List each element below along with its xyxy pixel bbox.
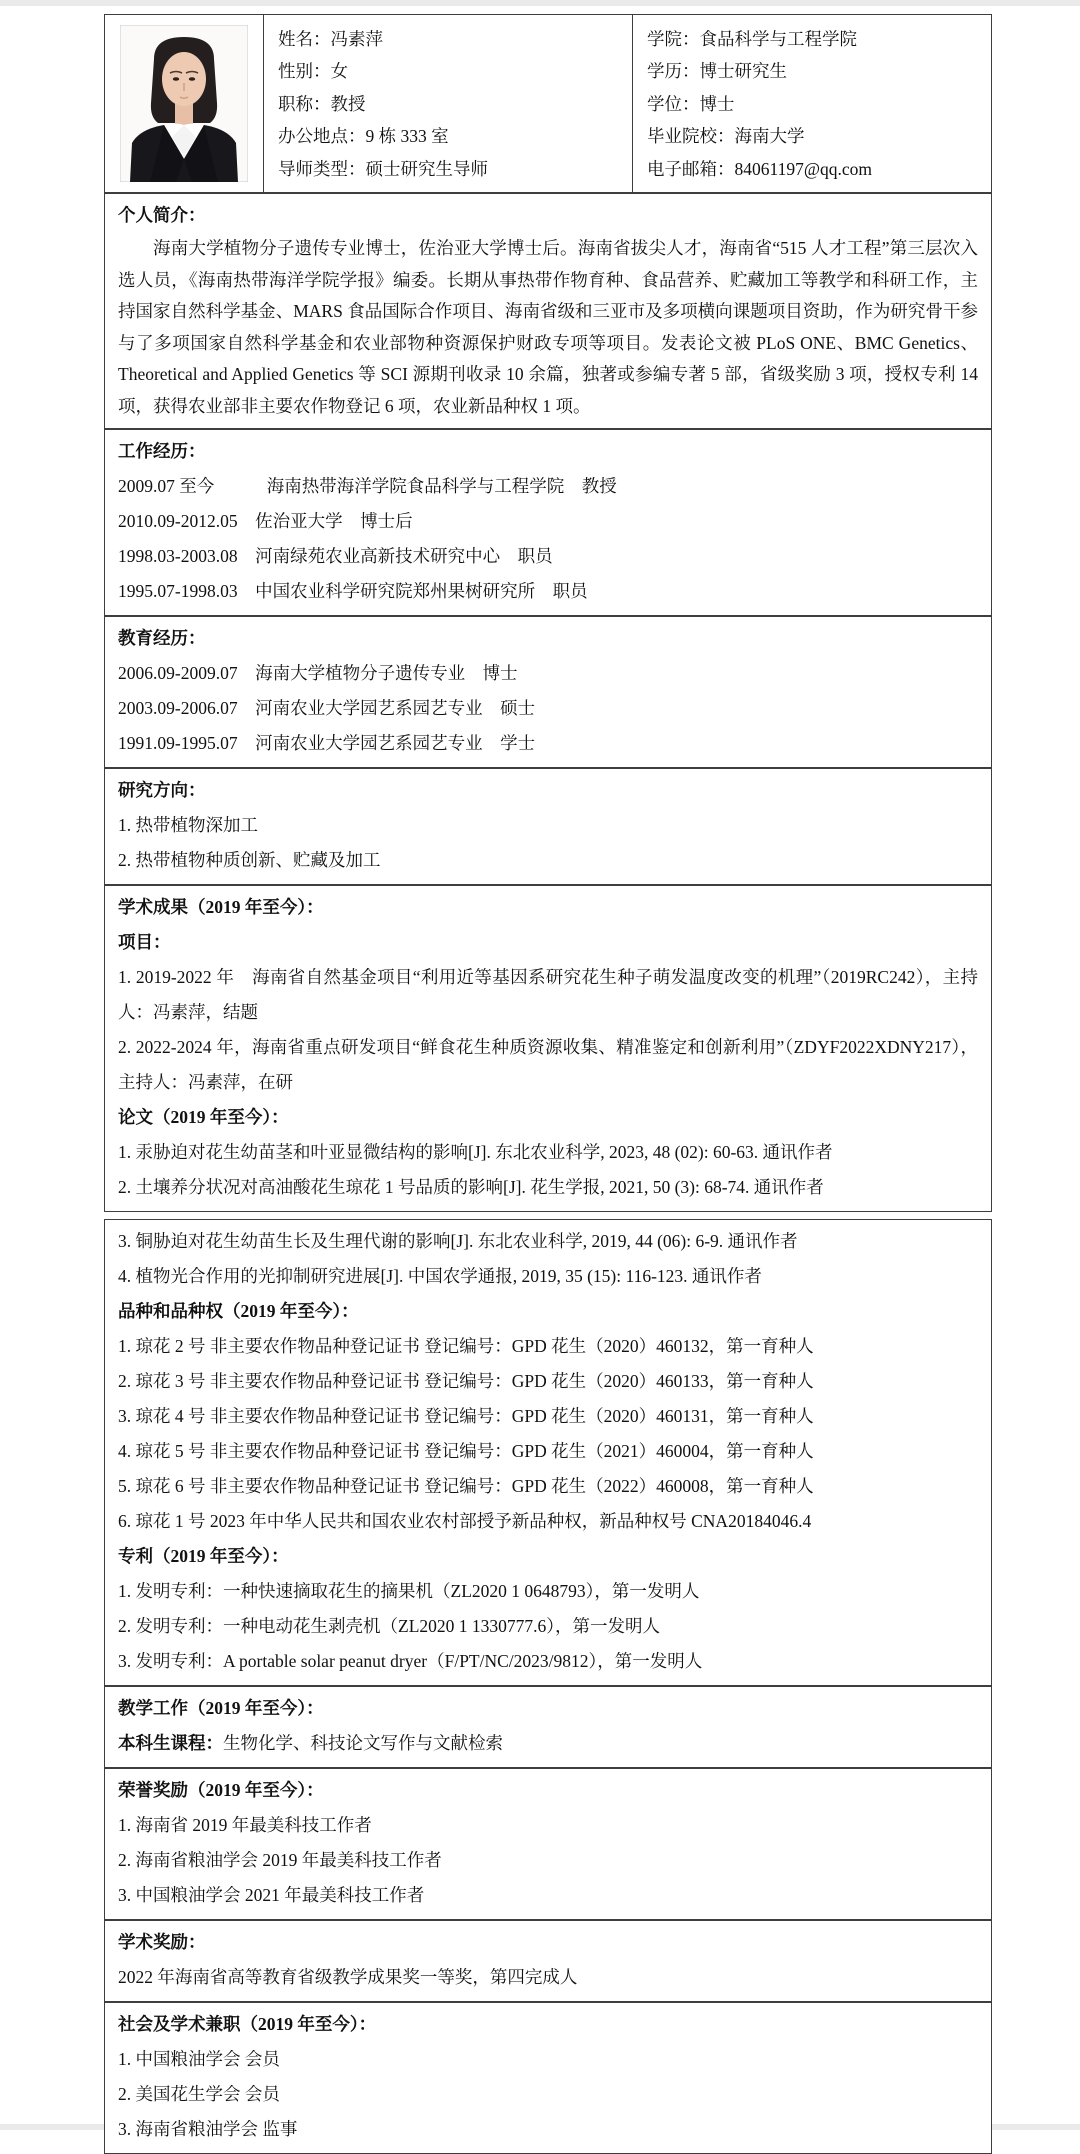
field-value: 食品科学与工程学院 [699,29,857,49]
list-item: 2003.09-2006.07 河南农业大学园艺系园艺专业 硕士 [118,698,536,719]
list-item: 1. 琼花 2 号 非主要农作物品种登记证书 登记编号：GPD 花生（2020）460132，第一育种人 [118,1336,814,1357]
section-heading: 个人简介： [118,205,206,226]
list-item: 5. 琼花 6 号 非主要农作物品种登记证书 登记编号：GPD 花生（2022）460008，第一育种人 [118,1476,814,1497]
profile-photo-icon [120,25,248,182]
intro-paragraph: 海南大学植物分子遗传专业博士，佐治亚大学博士后。海南省拔尖人才，海南省“515 人才工程”第三层次入选人员，《海南热带海洋学院学报》编委。长期从事热带作物育种、食品营养、贮藏加工等教学和科研工作，主持国家自然科学基金、MARS 食品国际合作项目、海南省级和三亚市及多项横向课题项目资助，作为研究骨干参与了多项国家自然科学基金和农业部物种资源保护财政专项等项目。发表论文被 PLoS ONE、BMC Genetics、Theoretical and Applied Genetics 等 SCI 源期刊收录 10 余篇，独著或参编专著 5 部，省级奖励 3 项，授权专利 14 项，获得农业部非主要农作物登记 6 项，农业新品种权 1 项。 [118,238,978,416]
field-value: 冯素萍 [330,29,383,49]
field-value: 博士 [699,93,735,114]
course-label: 本科生课程： [118,1733,223,1754]
profile-header [105,15,991,192]
field-label: 电子邮箱： [647,158,735,179]
field-label: 办公地点： [278,126,366,147]
profile-fields-left [264,15,632,192]
resume-document [104,14,992,2154]
field-office [278,120,632,152]
list-item: 1998.03-2003.08 河南绿苑农业高新技术研究中心 职员 [118,546,553,567]
field-title [278,88,632,120]
field-alma-mater [647,120,991,152]
list-item: 3. 铜胁迫对花生幼苗生长及生理代谢的影响[J]. 东北农业科学, 2019, 44 (06): 6-9. 通讯作者 [118,1231,798,1252]
list-item: 2. 2022-2024 年，海南省重点研发项目“鲜食花生种质资源收集、精准鉴定和创新利用”（ZDYF2022XDNY217），主持人：冯素萍，在研 [118,1037,978,1093]
subsection-heading-varieties: 品种和品种权（2019 年至今）： [118,1301,359,1322]
list-item: 2. 热带植物种质创新、贮藏及加工 [118,850,381,871]
field-label: 职称： [278,93,331,114]
teaching-course-line [118,1726,978,1761]
field-degree [647,88,991,120]
section-heading: 教育经历： [118,628,206,649]
section-honors [105,1767,991,1919]
field-label: 性别： [278,61,331,82]
list-item: 2006.09-2009.07 海南大学植物分子遗传专业 博士 [118,663,518,684]
field-label: 学院： [647,29,700,49]
list-item: 1991.09-1995.07 河南农业大学园艺系园艺专业 学士 [118,733,536,754]
top-edge-strip [0,0,1080,6]
section-heading: 社会及学术兼职（2019 年至今）： [118,2014,377,2035]
section-teaching [105,1685,991,1767]
field-value: 教授 [330,93,366,114]
section-memberships [105,2001,991,2153]
list-item: 1. 汞胁迫对花生幼苗茎和叶亚显微结构的影响[J]. 东北农业科学, 2023, 48 (02): 60-63. 通讯作者 [118,1142,833,1163]
list-item: 3. 中国粮油学会 2021 年最美科技工作者 [118,1885,425,1906]
list-item: 1. 中国粮油学会 会员 [118,2049,280,2070]
field-email [647,153,991,185]
field-value: 84061197@qq.com [734,158,872,179]
resume-table-page2 [104,1219,992,2154]
field-label: 姓名： [278,29,331,49]
subsection-heading-papers: 论文（2019 年至今）： [118,1107,289,1128]
field-label: 导师类型： [278,158,366,179]
list-item: 2. 琼花 3 号 非主要农作物品种登记证书 登记编号：GPD 花生（2020）460133，第一育种人 [118,1371,814,1392]
section-heading: 研究方向： [118,780,206,801]
field-gender [278,55,632,87]
list-item: 1. 发明专利：一种快速摘取花生的摘果机（ZL2020 1 0648793），第一发明人 [118,1581,700,1602]
list-item: 1. 海南省 2019 年最美科技工作者 [118,1815,372,1836]
field-college [647,23,991,55]
photo-cell [105,15,264,192]
list-item: 2. 土壤养分状况对高油酸花生琼花 1 号品质的影响[J]. 花生学报, 2021, 50 (3): 68-74. 通讯作者 [118,1177,824,1198]
field-name [278,23,632,55]
field-education-level [647,55,991,87]
subsection-heading-patents: 专利（2019 年至今）： [118,1546,289,1567]
field-value: 女 [330,61,348,82]
section-heading: 教学工作（2019 年至今）： [118,1698,324,1719]
section-achievements-continued [105,1220,991,1685]
section-education [105,615,991,767]
list-item: 2. 发明专利：一种电动花生剥壳机（ZL2020 1 1330777.6），第一发明人 [118,1616,661,1637]
field-value: 海南大学 [734,126,805,147]
list-item: 1. 2019-2022 年 海南省自然基金项目“利用近等基因系研究花生种子萌发温度改变的机理”（2019RC242），主持人：冯素萍，结题 [118,967,978,1023]
list-item: 6. 琼花 1 号 2023 年中华人民共和国农业农村部授予新品种权，新品种权号 CNA20184046.4 [118,1511,812,1532]
list-item: 3. 琼花 4 号 非主要农作物品种登记证书 登记编号：GPD 花生（2020）460131，第一育种人 [118,1406,814,1427]
list-item: 2. 美国花生学会 会员 [118,2084,280,2105]
course-value: 生物化学、科技论文写作与文献检索 [223,1733,503,1754]
list-item: 3. 海南省粮油学会 监事 [118,2119,298,2140]
list-item: 2. 海南省粮油学会 2019 年最美科技工作者 [118,1850,442,1871]
profile-fields-right [632,15,991,192]
list-item: 3. 发明专利：A portable solar peanut dryer（F/PT/NC/2023/9812），第一发明人 [118,1651,703,1672]
list-item: 4. 琼花 5 号 非主要农作物品种登记证书 登记编号：GPD 花生（2021）460004，第一育种人 [118,1441,814,1462]
section-work [105,428,991,615]
field-value: 博士研究生 [699,61,787,82]
list-item: 2009.07 至今 海南热带海洋学院食品科学与工程学院 教授 [118,476,617,497]
section-intro [105,192,991,428]
list-item: 2010.09-2012.05 佐治亚大学 博士后 [118,511,413,532]
field-label: 毕业院校： [647,126,735,147]
list-item: 4. 植物光合作用的光抑制研究进展[J]. 中国农学通报, 2019, 35 (15): 116-123. 通讯作者 [118,1266,762,1287]
section-research [105,767,991,884]
list-item: 1995.07-1998.03 中国农业科学研究院郑州果树研究所 职员 [118,581,588,602]
subsection-heading-projects: 项目： [118,932,171,953]
field-value: 9 栋 333 室 [365,126,449,147]
field-label: 学位： [647,93,700,114]
section-heading: 学术成果（2019 年至今）： [118,897,324,918]
field-supervisor-type [278,153,632,185]
field-value: 硕士研究生导师 [365,158,488,179]
section-heading: 工作经历： [118,441,206,462]
section-heading: 学术奖励： [118,1932,206,1953]
section-academic-awards [105,1919,991,2001]
list-item: 2022 年海南省高等教育省级教学成果奖一等奖，第四完成人 [118,1967,578,1988]
field-label: 学历： [647,61,700,82]
list-item: 1. 热带植物深加工 [118,815,258,836]
section-heading: 荣誉奖励（2019 年至今）： [118,1780,324,1801]
resume-table-page1 [104,14,992,1212]
section-achievements [105,884,991,1211]
